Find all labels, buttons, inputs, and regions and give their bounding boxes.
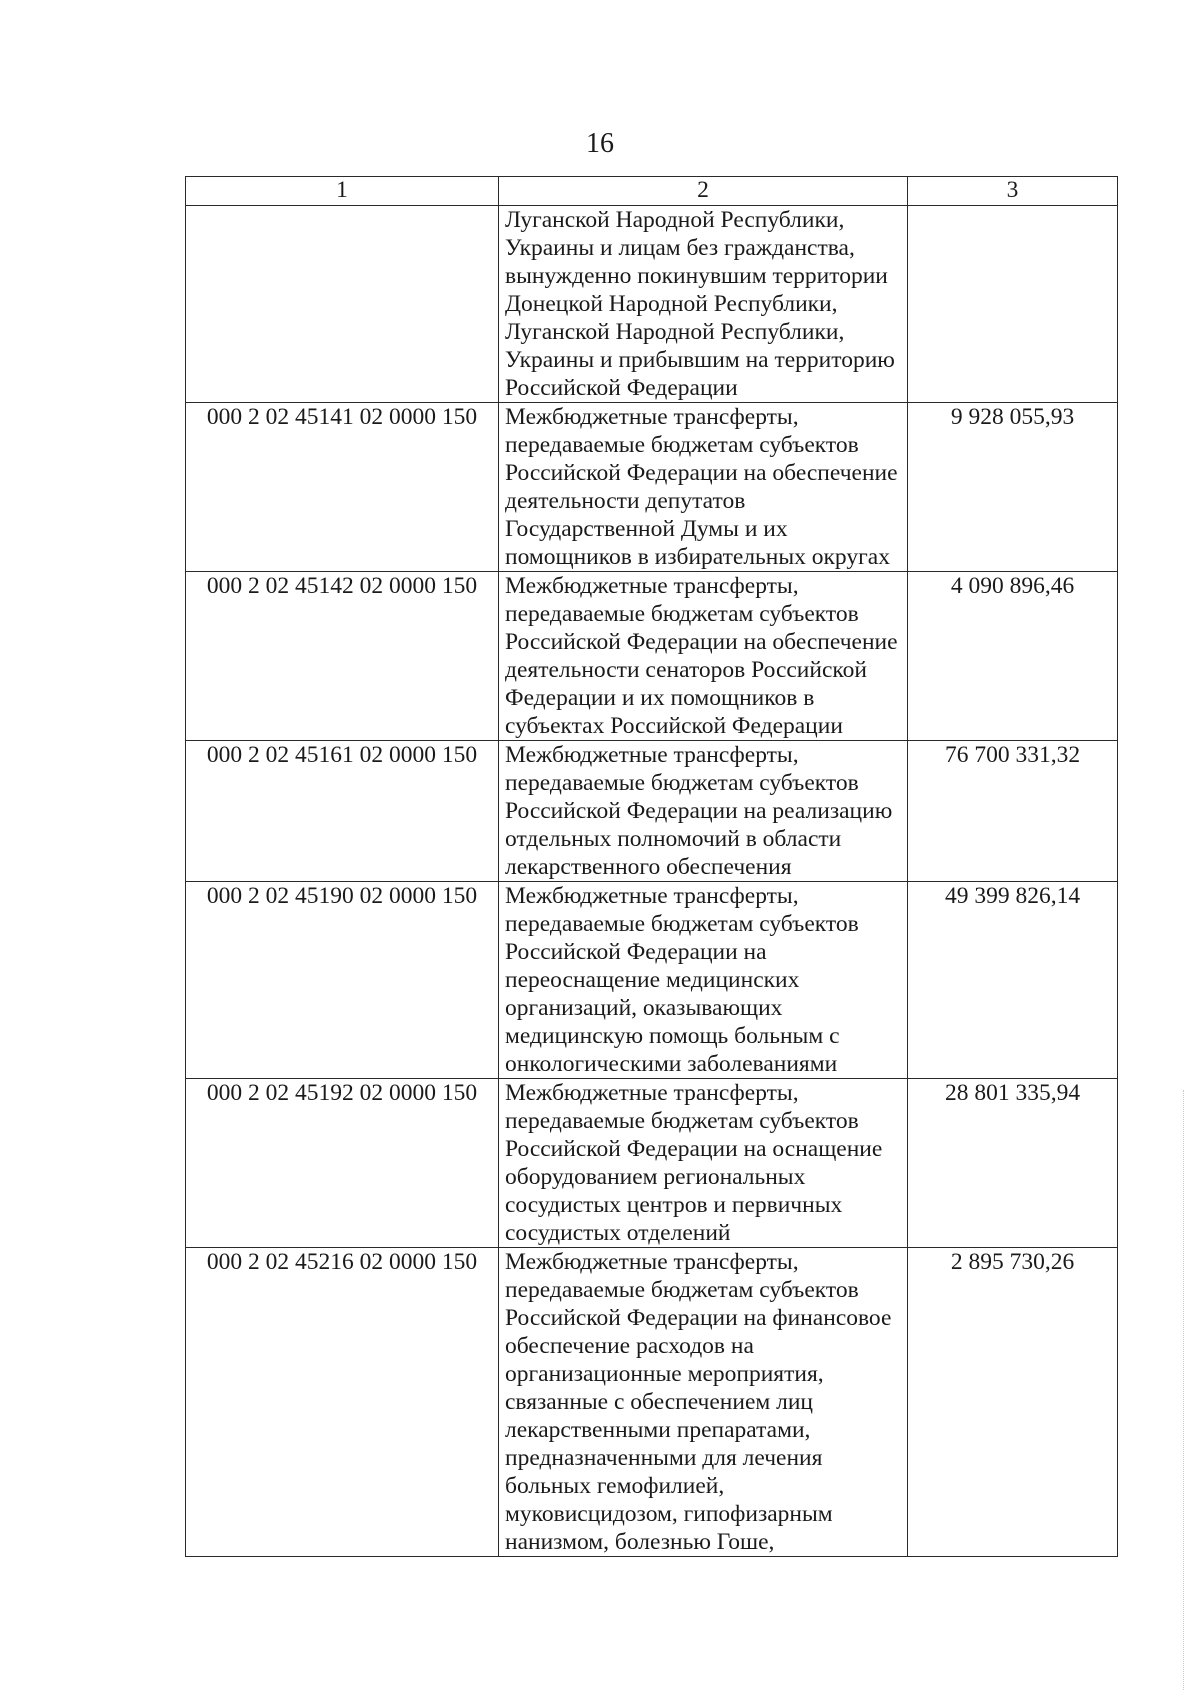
scan-margin-line xyxy=(1183,1090,1185,1690)
column-header-3: 3 xyxy=(908,177,1118,206)
budget-code: 000 2 02 45142 02 0000 150 xyxy=(186,572,499,741)
table-row xyxy=(186,572,1118,741)
row-amount: 28 801 335,94 xyxy=(908,1079,1118,1248)
column-header-2: 2 xyxy=(499,177,908,206)
row-description: Межбюджетные трансферты, передаваемые бюджетам субъектов Российской Федерации на обеспечение деятельности сенаторов Российской Федерации и их помощников в субъектах Российской Федерации xyxy=(499,572,908,741)
row-amount xyxy=(908,206,1118,403)
budget-code xyxy=(186,206,499,403)
row-amount: 76 700 331,32 xyxy=(908,741,1118,882)
budget-code: 000 2 02 45192 02 0000 150 xyxy=(186,1079,499,1248)
budget-code: 000 2 02 45161 02 0000 150 xyxy=(186,741,499,882)
budget-code: 000 2 02 45216 02 0000 150 xyxy=(186,1248,499,1557)
budget-code: 000 2 02 45190 02 0000 150 xyxy=(186,882,499,1079)
row-description: Межбюджетные трансферты, передаваемые бюджетам субъектов Российской Федерации на финансовое обеспечение расходов на организационные мероприятия, связанные с обеспечением лиц лекарственными препаратами, предназначенными для лечения больных гемофилией, муковисцидозом, гипофизарным нанизмом, болезнью Гоше, xyxy=(499,1248,908,1557)
table-row xyxy=(186,1248,1118,1557)
column-header-1: 1 xyxy=(186,177,499,206)
row-description: Луганской Народной Республики, Украины и лицам без гражданства, вынужденно покинувшим территории Донецкой Народной Республики, Луганской Народной Республики, Украины и прибывшим на территорию Российской Федерации xyxy=(499,206,908,403)
table-row xyxy=(186,741,1118,882)
page-number: 16 xyxy=(586,128,614,159)
row-description: Межбюджетные трансферты, передаваемые бюджетам субъектов Российской Федерации на обеспечение деятельности депутатов Государственной Думы и их помощников в избирательных округах xyxy=(499,403,908,572)
table-row xyxy=(186,206,1118,403)
row-amount: 2 895 730,26 xyxy=(908,1248,1118,1557)
budget-code: 000 2 02 45141 02 0000 150 xyxy=(186,403,499,572)
table-row xyxy=(186,403,1118,572)
row-amount: 4 090 896,46 xyxy=(908,572,1118,741)
budget-table xyxy=(185,176,1118,1557)
row-description: Межбюджетные трансферты, передаваемые бюджетам субъектов Российской Федерации на реализацию отдельных полномочий в области лекарственного обеспечения xyxy=(499,741,908,882)
table-header-row xyxy=(186,177,1118,206)
row-amount: 9 928 055,93 xyxy=(908,403,1118,572)
row-amount: 49 399 826,14 xyxy=(908,882,1118,1079)
table-row xyxy=(186,1079,1118,1248)
table-row xyxy=(186,882,1118,1079)
row-description: Межбюджетные трансферты, передаваемые бюджетам субъектов Российской Федерации на оснащение оборудованием региональных сосудистых центров и первичных сосудистых отделений xyxy=(499,1079,908,1248)
row-description: Межбюджетные трансферты, передаваемые бюджетам субъектов Российской Федерации на переоснащение медицинских организаций, оказывающих медицинскую помощь больным с онкологическими заболеваниями xyxy=(499,882,908,1079)
